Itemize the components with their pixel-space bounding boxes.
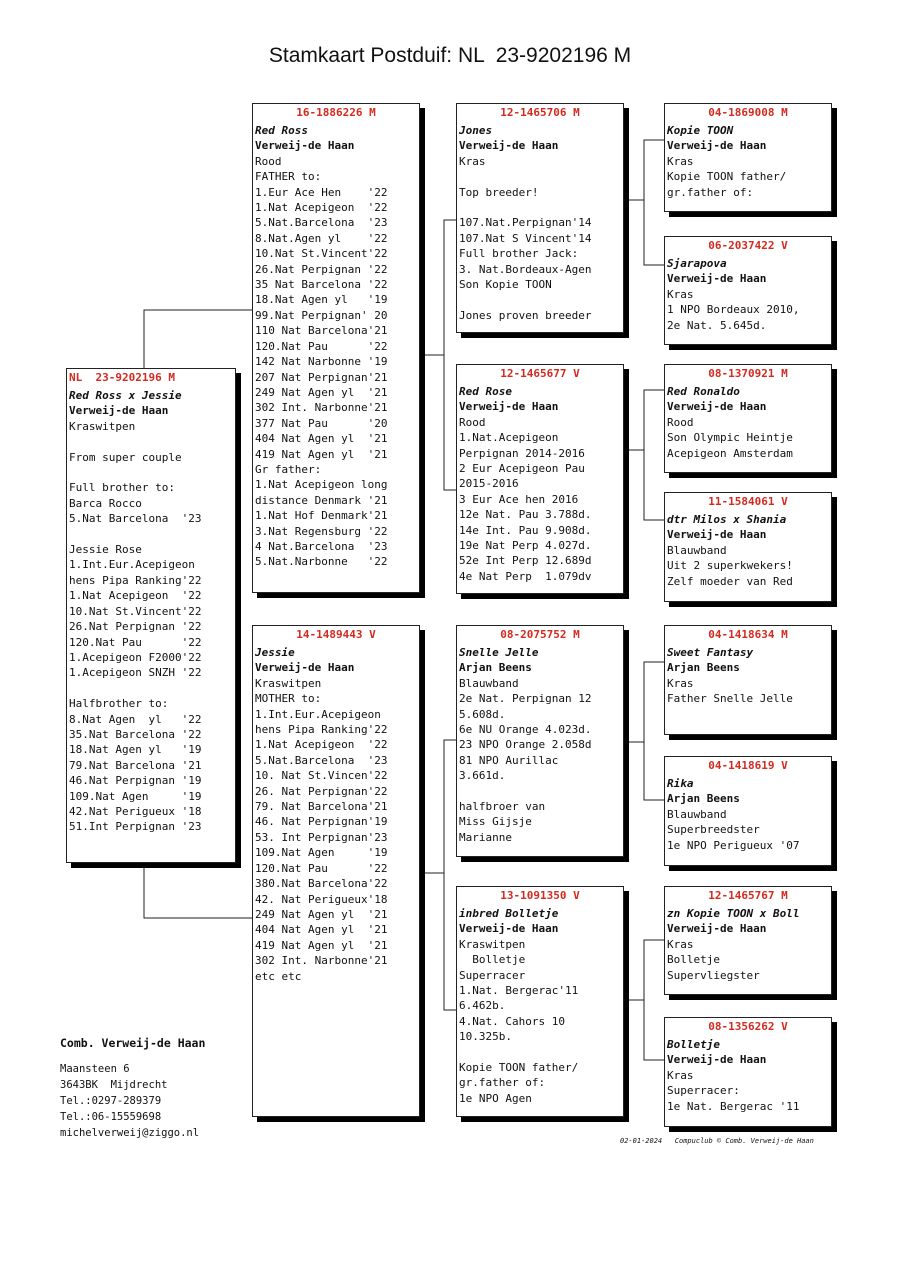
subject-detail-line: 26.Nat Perpignan '22 (69, 620, 202, 634)
great-grandparent-card-mmm (664, 1017, 832, 1127)
mmf-detail-line: Kras (667, 937, 694, 951)
father-detail-line: 419 Nat Agen yl '21 (255, 447, 388, 461)
owner-address-line: 3643BK Mijdrecht (60, 1079, 168, 1091)
father-detail-line: 120.Nat Pau '22 (255, 339, 388, 353)
mf-detail-line: 6e NU Orange 4.023d. (459, 723, 592, 737)
subject-detail-line: 42.Nat Perigueux '18 (69, 804, 202, 818)
father-detail-line: 8.Nat.Agen yl '22 (255, 231, 388, 245)
owner-name: Comb. Verweij-de Haan (60, 1036, 206, 1050)
father-ring-number: 16-1886226 M (296, 106, 376, 119)
subject-detail-line: Jessie Rose (69, 543, 142, 557)
mother-detail-line: 302 Int. Narbonne'21 (255, 954, 388, 968)
father-detail-line: 5.Nat.Narbonne '22 (255, 555, 388, 569)
subject-detail-line: From super couple (69, 450, 182, 464)
mother-detail-line: 5.Nat.Barcelona '23 (255, 753, 388, 767)
mfm-breeder: Arjan Beens (667, 792, 740, 806)
fff-name: Kopie TOON (667, 124, 734, 137)
footer-credit: 02-01-2024 Compuclub © Comb. Verweij-de Haan (620, 1137, 814, 1145)
mother-detail-line: etc etc (255, 969, 302, 983)
ff-breeder: Verweij-de Haan (459, 139, 559, 153)
fmm-ring-number: 11-1584061 V (708, 495, 788, 508)
ff-ring-number: 12-1465706 M (500, 106, 580, 119)
father-detail-line: Gr father: (255, 462, 322, 476)
subject-detail-line: 1.Int.Eur.Acepigeon (69, 558, 195, 572)
fmf-name: Red Ronaldo (667, 385, 740, 398)
father-detail-line: 3.Nat Regensburg '22 (255, 524, 388, 538)
father-detail-line: 1.Nat Acepigeon '22 (255, 201, 388, 215)
great-grandparent-card-fmm (664, 492, 832, 602)
father-detail-line: 207 Nat Perpignan'21 (255, 370, 388, 384)
subject-detail-line: 35.Nat Barcelona '22 (69, 727, 202, 741)
ff-detail-line: Full brother Jack: (459, 247, 579, 261)
mmm-detail-line: 1e Nat. Bergerac '11 (667, 1099, 800, 1113)
subject-detail-line: 46.Nat Perpignan '19 (69, 774, 202, 788)
fm-detail-line: 1.Nat.Acepigeon (459, 431, 559, 445)
father-detail-line: 26.Nat Perpignan '22 (255, 262, 388, 276)
subject-detail-line: 10.Nat St.Vincent'22 (69, 604, 202, 618)
owner-email[interactable]: michelverweij@ziggo.nl (60, 1127, 200, 1139)
great-grandparent-card-fff (664, 103, 832, 212)
fmf-detail-line: Acepigeon Amsterdam (667, 446, 793, 460)
father-detail-line: 99.Nat Perpignan' 20 (255, 308, 388, 322)
subject-detail-line (69, 527, 235, 542)
subject-detail-line: Halfbrother to: (69, 697, 169, 711)
ffm-breeder: Verweij-de Haan (667, 272, 767, 286)
subject-detail-line (69, 434, 235, 449)
mmm-ring-number: 08-1356262 V (708, 1020, 788, 1033)
father-detail-line: 302 Int. Narbonne'21 (255, 401, 388, 415)
ff-name: Jones (459, 124, 493, 137)
mm-detail-line (459, 1045, 623, 1060)
mm-detail-line: Superracer (459, 968, 526, 982)
fmm-detail-line: Blauwband (667, 543, 727, 557)
ff-detail-line: 107.Nat S Vincent'14 (459, 231, 592, 245)
mfm-detail-line: Blauwband (667, 807, 727, 821)
owner-phone: Tel.:0297-289379 (60, 1095, 162, 1107)
ffm-name: Sjarapova (667, 257, 727, 270)
fff-detail-line: Kras (667, 154, 694, 168)
subject-detail-line: 1.Acepigeon F2000'22 (69, 650, 202, 664)
mother-card (252, 625, 420, 1117)
fmm-breeder: Verweij-de Haan (667, 528, 767, 542)
fm-detail-line: 3 Eur Ace hen 2016 (459, 492, 579, 506)
subject-breeder: Verweij-de Haan (69, 404, 169, 418)
mm-detail-line: gr.father of: (459, 1076, 546, 1090)
mf-detail-line: 3.661d. (459, 769, 506, 783)
mm-name: inbred Bolletje (459, 907, 559, 920)
subject-detail-line: 109.Nat Agen '19 (69, 789, 202, 803)
mmm-detail-line: Superracer: (667, 1084, 740, 1098)
mother-detail-line: 42. Nat Perigueux'18 (255, 892, 388, 906)
father-detail-line: 377 Nat Pau '20 (255, 416, 388, 430)
father-breeder: Verweij-de Haan (255, 139, 355, 153)
fm-detail-line: 12e Nat. Pau 3.788d. (459, 508, 592, 522)
mf-detail-line: 2e Nat. Perpignan 12 (459, 692, 592, 706)
mother-name: Jessie (255, 646, 295, 659)
ffm-detail-line: 2e Nat. 5.645d. (667, 318, 767, 332)
mf-detail-line: Miss Gijsje (459, 815, 532, 829)
ff-detail-line: Kras (459, 154, 486, 168)
mf-detail-line: 5.608d. (459, 707, 506, 721)
mm-breeder: Verweij-de Haan (459, 922, 559, 936)
father-detail-line: 1.Eur Ace Hen '22 (255, 185, 388, 199)
father-detail-line: 10.Nat St.Vincent'22 (255, 247, 388, 261)
fmm-detail-line: Uit 2 superkwekers! (667, 559, 793, 573)
ff-detail-line: Top breeder! (459, 185, 539, 199)
mmf-name: zn Kopie TOON x Boll (667, 907, 800, 920)
subject-ring-number: NL 23-9202196 M (69, 371, 175, 384)
ffm-detail-line: Kras (667, 287, 694, 301)
mmm-name: Bolletje (667, 1038, 720, 1051)
mmf-detail-line: Supervliegster (667, 968, 760, 982)
subject-detail-line: 1.Nat Acepigeon '22 (69, 589, 202, 603)
mother-detail-line: 120.Nat Pau '22 (255, 861, 388, 875)
mfm-detail-line: 1e NPO Perigueux '07 (667, 838, 800, 852)
great-grandparent-card-mfm (664, 756, 832, 866)
father-detail-line: 404 Nat Agen yl '21 (255, 432, 388, 446)
fmm-detail-line: Zelf moeder van Red (667, 574, 793, 588)
subject-detail-line (69, 681, 235, 696)
mother-detail-line: 1.Int.Eur.Acepigeon (255, 707, 381, 721)
subject-detail-line: 51.Int Perpignan '23 (69, 820, 202, 834)
father-detail-line: distance Denmark '21 (255, 493, 388, 507)
mm-detail-line: Kopie TOON father/ (459, 1061, 579, 1075)
subject-detail-line: Kraswitpen (69, 419, 136, 433)
fm-name: Red Rose (459, 385, 512, 398)
father-detail-line: 1.Nat Acepigeon long (255, 478, 388, 492)
fff-detail-line: Kopie TOON father/ (667, 170, 787, 184)
mf-detail-line: 23 NPO Orange 2.058d (459, 738, 592, 752)
subject-detail-line: hens Pipa Ranking'22 (69, 573, 202, 587)
mother-ring-number: 14-1489443 V (296, 628, 376, 641)
mm-detail-line: 10.325b. (459, 1030, 512, 1044)
mother-detail-line: 53. Int Perpignan'23 (255, 830, 388, 844)
fm-detail-line: 52e Int Perp 12.689d (459, 554, 592, 568)
mf-detail-line: 81 NPO Aurillac (459, 753, 559, 767)
mf-detail-line: Blauwband (459, 676, 519, 690)
mm-detail-line: 1e NPO Agen (459, 1091, 532, 1105)
mother-detail-line: 404 Nat Agen yl '21 (255, 923, 388, 937)
ff-detail-line: Jones proven breeder (459, 308, 592, 322)
page-title: Stamkaart Postduif: NL 23-9202196 M (268, 44, 632, 67)
great-grandparent-card-ffm (664, 236, 832, 345)
subject-detail-line: 1.Acepigeon SNZH '22 (69, 666, 202, 680)
mfm-ring-number: 04-1418619 V (708, 759, 788, 772)
subject-detail-line (69, 465, 235, 480)
fff-detail-line: gr.father of: (667, 185, 754, 199)
mother-detail-line: 46. Nat Perpignan'19 (255, 815, 388, 829)
fmm-name: dtr Milos x Shania (667, 513, 787, 526)
fm-detail-line: 4e Nat Perp 1.079dv (459, 569, 592, 583)
subject-detail-line: 120.Nat Pau '22 (69, 635, 202, 649)
subject-name: Red Ross x Jessie (69, 389, 182, 402)
mfm-name: Rika (667, 777, 694, 790)
mff-detail-line: Father Snelle Jelle (667, 692, 793, 706)
ff-detail-line (459, 169, 623, 184)
mother-detail-line: 10. Nat St.Vincen'22 (255, 769, 388, 783)
fmf-breeder: Verweij-de Haan (667, 400, 767, 414)
ff-detail-line: 3. Nat.Bordeaux-Agen (459, 262, 592, 276)
father-detail-line: 110 Nat Barcelona'21 (255, 324, 388, 338)
mm-ring-number: 13-1091350 V (500, 889, 580, 902)
mmf-breeder: Verweij-de Haan (667, 922, 767, 936)
father-detail-line: 5.Nat.Barcelona '23 (255, 216, 388, 230)
great-grandparent-card-mmf (664, 886, 832, 995)
mother-detail-line: 26. Nat Perpignan'22 (255, 784, 388, 798)
mother-detail-line: hens Pipa Ranking'22 (255, 723, 388, 737)
ff-detail-line: Son Kopie TOON (459, 278, 552, 292)
subject-detail-line: Barca Rocco (69, 496, 142, 510)
fm-detail-line: 19e Nat Perp 4.027d. (459, 539, 592, 553)
father-detail-line: 142 Nat Narbonne '19 (255, 355, 388, 369)
mmf-detail-line: Bolletje (667, 953, 720, 967)
father-name: Red Ross (255, 124, 308, 137)
great-grandparent-card-mff (664, 625, 832, 735)
mmm-breeder: Verweij-de Haan (667, 1053, 767, 1067)
father-detail-line: FATHER to: (255, 170, 322, 184)
mother-breeder: Verweij-de Haan (255, 661, 355, 675)
mother-detail-line: 249 Nat Agen yl '21 (255, 907, 388, 921)
subject-detail-line: Full brother to: (69, 481, 175, 495)
mm-detail-line: 6.462b. (459, 999, 506, 1013)
father-detail-line: 249 Nat Agen yl '21 (255, 385, 388, 399)
mm-detail-line: Bolletje (459, 953, 526, 967)
fm-detail-line: 2 Eur Acepigeon Pau (459, 462, 585, 476)
father-detail-line: 35 Nat Barcelona '22 (255, 278, 388, 292)
fmf-detail-line: Rood (667, 415, 694, 429)
mff-breeder: Arjan Beens (667, 661, 740, 675)
great-grandparent-card-fmf (664, 364, 832, 473)
mm-detail-line: 1.Nat. Bergerac'11 (459, 984, 579, 998)
mmm-detail-line: Kras (667, 1068, 694, 1082)
father-detail-line: Rood (255, 154, 282, 168)
fm-detail-line: 14e Int. Pau 9.908d. (459, 523, 592, 537)
subject-detail-line: 79.Nat Barcelona '21 (69, 758, 202, 772)
owner-block (60, 1035, 205, 1141)
mother-detail-line: 1.Nat Acepigeon '22 (255, 738, 388, 752)
mm-detail-line: Kraswitpen (459, 937, 526, 951)
ff-detail-line (459, 200, 623, 215)
mf-name: Snelle Jelle (459, 646, 539, 659)
fm-ring-number: 12-1465677 V (500, 367, 580, 380)
mff-detail-line: Kras (667, 676, 694, 690)
fm-detail-line: Perpignan 2014-2016 (459, 446, 585, 460)
mf-detail-line (459, 784, 623, 799)
subject-card (66, 368, 236, 863)
mm-detail-line: 4.Nat. Cahors 10 (459, 1014, 565, 1028)
father-card (252, 103, 420, 593)
mf-ring-number: 08-2075752 M (500, 628, 580, 641)
ff-detail-line (459, 292, 623, 307)
mother-detail-line: 419 Nat Agen yl '21 (255, 938, 388, 952)
mf-detail-line: Marianne (459, 830, 512, 844)
subject-detail-line: 5.Nat Barcelona '23 (69, 512, 202, 526)
fm-detail-line: 2015-2016 (459, 477, 519, 491)
father-detail-line: 1.Nat Hof Denmark'21 (255, 509, 388, 523)
grandmother-paternal-card (456, 364, 624, 594)
mf-breeder: Arjan Beens (459, 661, 532, 675)
mother-detail-line: 380.Nat Barcelona'22 (255, 877, 388, 891)
fm-detail-line: Rood (459, 415, 486, 429)
mother-detail-line: 109.Nat Agen '19 (255, 846, 388, 860)
fm-breeder: Verweij-de Haan (459, 400, 559, 414)
fff-breeder: Verweij-de Haan (667, 139, 767, 153)
subject-detail-line: 8.Nat Agen yl '22 (69, 712, 202, 726)
ffm-ring-number: 06-2037422 V (708, 239, 788, 252)
grandfather-maternal-card (456, 625, 624, 857)
mmf-ring-number: 12-1465767 M (708, 889, 788, 902)
fmf-ring-number: 08-1370921 M (708, 367, 788, 380)
grandmother-maternal-card (456, 886, 624, 1117)
father-detail-line: 18.Nat Agen yl '19 (255, 293, 388, 307)
father-detail-line: 4 Nat.Barcelona '23 (255, 539, 388, 553)
fff-ring-number: 04-1869008 M (708, 106, 788, 119)
ffm-detail-line: 1 NPO Bordeaux 2010, (667, 303, 800, 317)
grandfather-paternal-card (456, 103, 624, 333)
mff-ring-number: 04-1418634 M (708, 628, 788, 641)
ff-detail-line: 107.Nat.Perpignan'14 (459, 216, 592, 230)
owner-address-line: Maansteen 6 (60, 1063, 130, 1075)
subject-detail-line: 18.Nat Agen yl '19 (69, 743, 202, 757)
mfm-detail-line: Superbreedster (667, 823, 760, 837)
mff-name: Sweet Fantasy (667, 646, 754, 659)
owner-mobile: Tel.:06-15559698 (60, 1111, 162, 1123)
mother-detail-line: Kraswitpen (255, 676, 322, 690)
mother-detail-line: MOTHER to: (255, 692, 322, 706)
mother-detail-line: 79. Nat Barcelona'21 (255, 800, 388, 814)
mf-detail-line: halfbroer van (459, 800, 546, 814)
fmf-detail-line: Son Olympic Heintje (667, 431, 793, 445)
